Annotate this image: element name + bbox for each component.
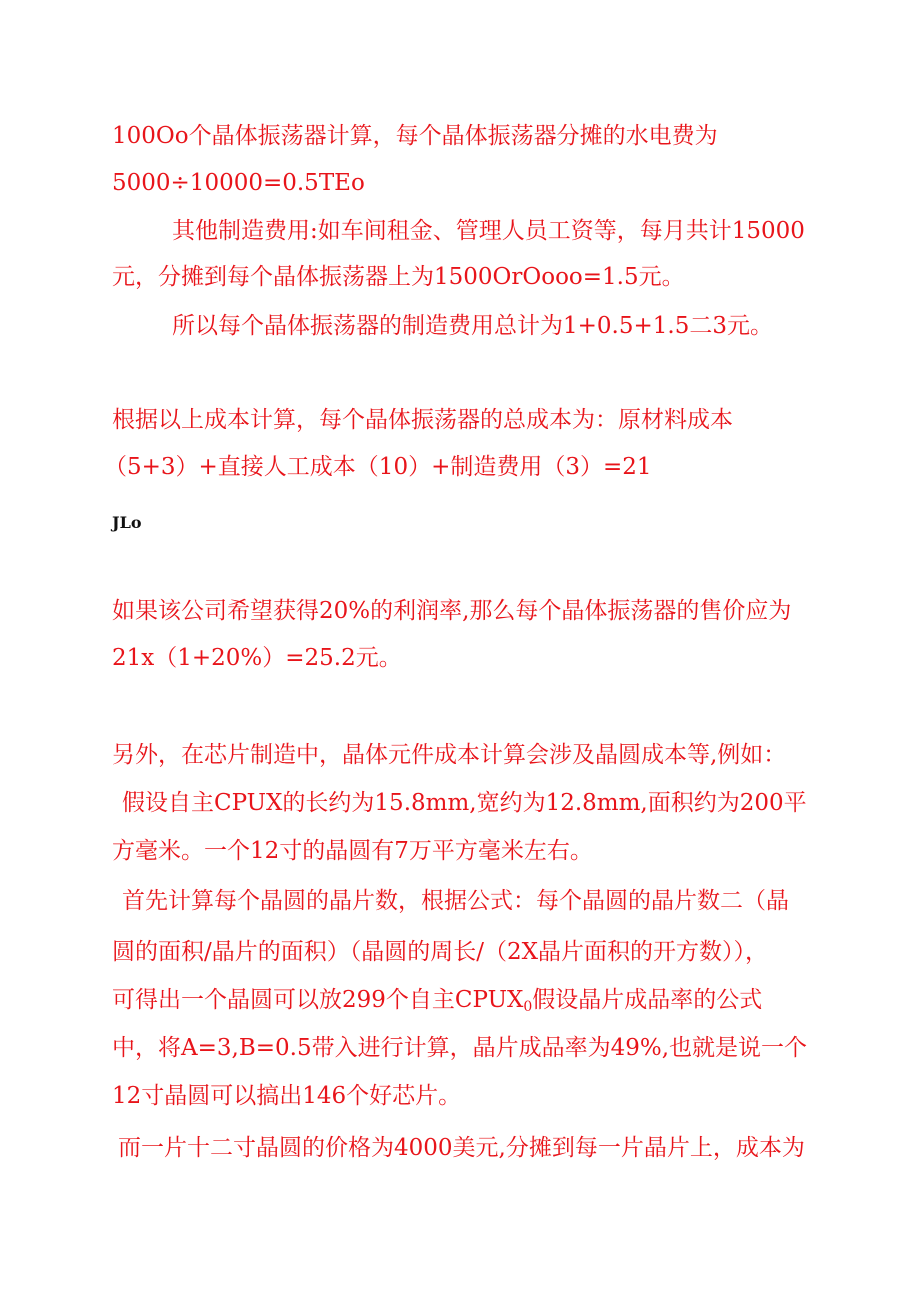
text-line-3: 其他制造费用:如车间租金、管理人员工资等，每月共计15000 xyxy=(172,218,805,244)
text-line-4: 元，分摊到每个晶体振荡器上为1500OrOooo=1.5元。 xyxy=(112,264,685,290)
text-line-16-part-1: 可得出一个晶圆可以放299个自主CPUX xyxy=(112,987,524,1013)
text-line-18: 12寸晶圆可以搞出146个好芯片。 xyxy=(112,1083,462,1109)
text-line-14: 首先计算每个晶圆的晶片数，根据公式：每个晶圆的晶片数二（晶 xyxy=(122,888,789,914)
text-line-1: 100Oo个晶体振荡器计算，每个晶体振荡器分摊的水电费为 xyxy=(112,123,718,149)
text-line-13: 方毫米。一个12寸的晶圆有7万平方毫米左右。 xyxy=(112,838,593,864)
text-line-5: 所以每个晶体振荡器的制造费用总计为1+0.5+1.5二3元。 xyxy=(172,313,773,339)
text-line-6: 根据以上成本计算，每个晶体振荡器的总成本为：原材料成本 xyxy=(112,407,733,433)
text-line-10: 21x（1+20%）=25.2元。 xyxy=(112,645,402,671)
text-line-19: 而一片十二寸晶圆的价格为4000美元,分摊到每一片晶片上，成本为 xyxy=(118,1135,805,1161)
text-line-9: 如果该公司希望获得20%的利润率,那么每个晶体振荡器的售价应为 xyxy=(112,598,792,624)
text-line-12: 假设自主CPUX的长约为15.8mm,宽约为12.8mm,面积约为200平 xyxy=(122,790,807,816)
text-line-17: 中，将A=3,B=0.5带入进行计算，晶片成品率为49%,也就是说一个 xyxy=(112,1035,808,1061)
text-line-7: （5+3）+直接人工成本（10）+制造费用（3）=21 xyxy=(104,454,652,480)
text-line-16-part-2: 假设晶片成品率的公式 xyxy=(532,987,763,1013)
text-line-16 xyxy=(112,985,762,1022)
text-line-11: 另外，在芯片制造中，晶体元件成本计算会涉及晶圆成本等,例如： xyxy=(112,742,787,768)
text-line-8: JLo xyxy=(112,513,142,532)
text-line-15: 圆的面积/晶片的面积）（晶圆的周长/（2X晶片面积的开方数））， xyxy=(112,939,769,965)
text-line-2: 5000÷10000=0.5TEo xyxy=(112,170,365,196)
text-line-16-subscript: 0 xyxy=(523,999,533,1015)
